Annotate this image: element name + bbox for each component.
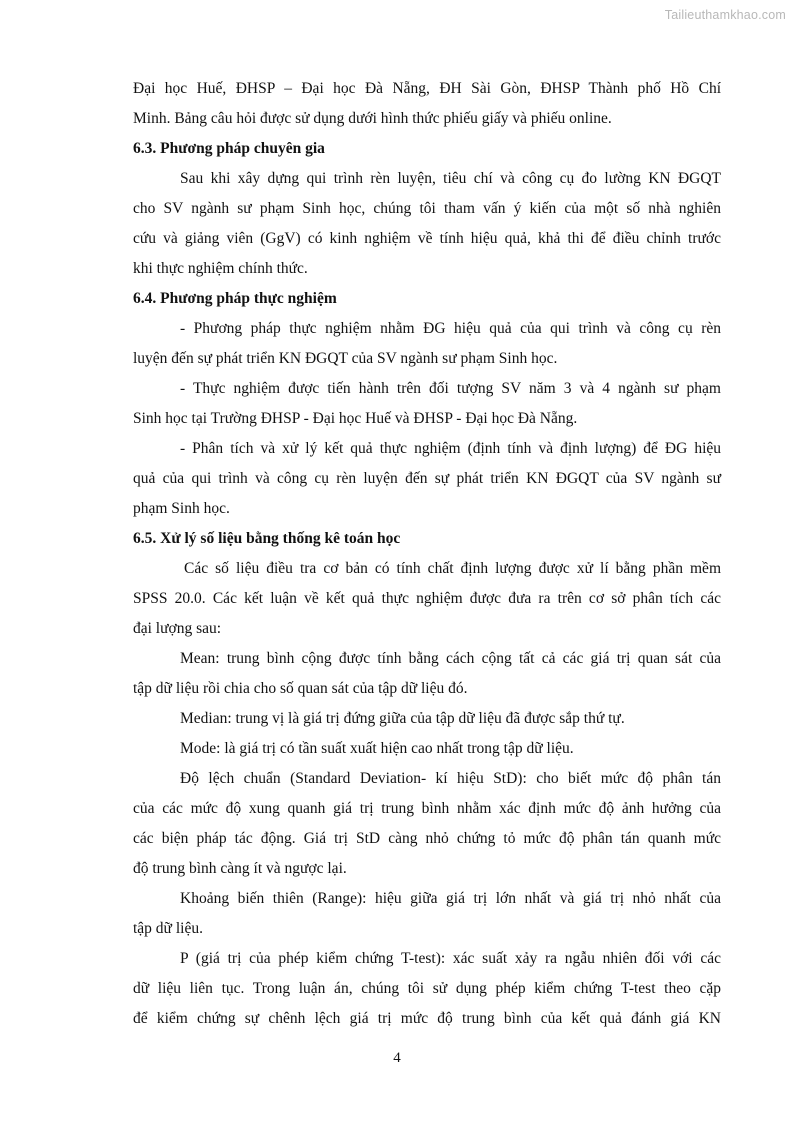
text-line: các biện pháp tác động. Giá trị StD càng nhỏ chứng tỏ mức độ phân tán quanh mức [133,830,721,847]
section-heading: 6.3. Phương pháp chuyên gia [133,140,325,157]
text-line: tập dữ liệu rồi chia cho số quan sát của tập dữ liệu đó. [133,680,468,697]
text-line: Khoảng biến thiên (Range): hiệu giữa giá trị lớn nhất và giá trị nhỏ nhất của [180,890,721,907]
text-line: luyện đến sự phát triển KN ĐGQT của SV ngành sư phạm Sinh học. [133,350,558,367]
text-line: khi thực nghiệm chính thức. [133,260,308,277]
text-line: quả của qui trình và công cụ rèn luyện đến sự phát triển KN ĐGQT của SV ngành sư [133,470,721,487]
text-line: P (giá trị của phép kiểm chứng T-test): xác suất xảy ra ngẫu nhiên đối với các [180,950,721,967]
text-line: Sinh học tại Trường ĐHSP - Đại học Huế và ĐHSP - Đại học Đà Nẵng. [133,410,578,427]
text-line: dữ liệu liên tục. Trong luận án, chúng tôi sử dụng phép kiểm chứng T-test theo cặp [133,980,721,997]
text-line: SPSS 20.0. Các kết luận về kết quả thực nghiệm được đưa ra trên cơ sở phân tích các [133,590,721,607]
text-line: cứu và giảng viên (GgV) có kinh nghiệm về tính hiệu quả, khả thi để điều chỉnh trước [133,230,721,247]
text-line: của các mức độ xung quanh giá trị trung bình nhằm xác định mức độ ảnh hưởng của [133,800,721,817]
watermark: Tailieuthamkhao.com [664,8,786,22]
body-text [133,74,721,1034]
text-line: cho SV ngành sư phạm Sinh học, chúng tôi tham vấn ý kiến của một số nhà nghiên [133,200,721,217]
text-line: Minh. Bảng câu hỏi được sử dụng dưới hình thức phiếu giấy và phiếu online. [133,110,612,127]
text-line: tập dữ liệu. [133,920,203,937]
text-line: Mean: trung bình cộng được tính bằng cách cộng tất cả các giá trị quan sát của [180,650,721,667]
section-heading: 6.5. Xử lý số liệu bằng thống kê toán học [133,530,401,547]
page-number: 4 [393,1050,401,1066]
text-line: đại lượng sau: [133,620,222,637]
text-line: Đại học Huế, ĐHSP – Đại học Đà Nẵng, ĐH Sài Gòn, ĐHSP Thành phố Hồ Chí [133,80,721,97]
text-line: Mode: là giá trị có tần suất xuất hiện cao nhất trong tập dữ liệu. [180,740,574,757]
text-line: - Phân tích và xử lý kết quả thực nghiệm (định tính và định lượng) để ĐG hiệu [180,440,721,457]
text-line: Median: trung vị là giá trị đứng giữa của tập dữ liệu đã được sắp thứ tự. [180,710,625,727]
text-line: Các số liệu điều tra cơ bản có tính chất định lượng được xử lí bằng phần mềm [184,560,721,577]
text-line: độ trung bình càng ít và ngược lại. [133,860,347,877]
section-heading: 6.4. Phương pháp thực nghiệm [133,290,337,307]
text-line: - Thực nghiệm được tiến hành trên đối tượng SV năm 3 và 4 ngành sư phạm [180,380,721,397]
text-line: để kiểm chứng sự chênh lệch giá trị mức độ trung bình của kết quả đánh giá KN [133,1010,721,1027]
text-line: Độ lệch chuẩn (Standard Deviation- kí hiệu StD): cho biết mức độ phân tán [180,770,721,787]
text-line: Sau khi xây dựng qui trình rèn luyện, tiêu chí và công cụ đo lường KN ĐGQT [180,170,721,187]
text-line: - Phương pháp thực nghiệm nhằm ĐG hiệu quả của qui trình và công cụ rèn [180,320,721,337]
text-line: phạm Sinh học. [133,500,230,517]
